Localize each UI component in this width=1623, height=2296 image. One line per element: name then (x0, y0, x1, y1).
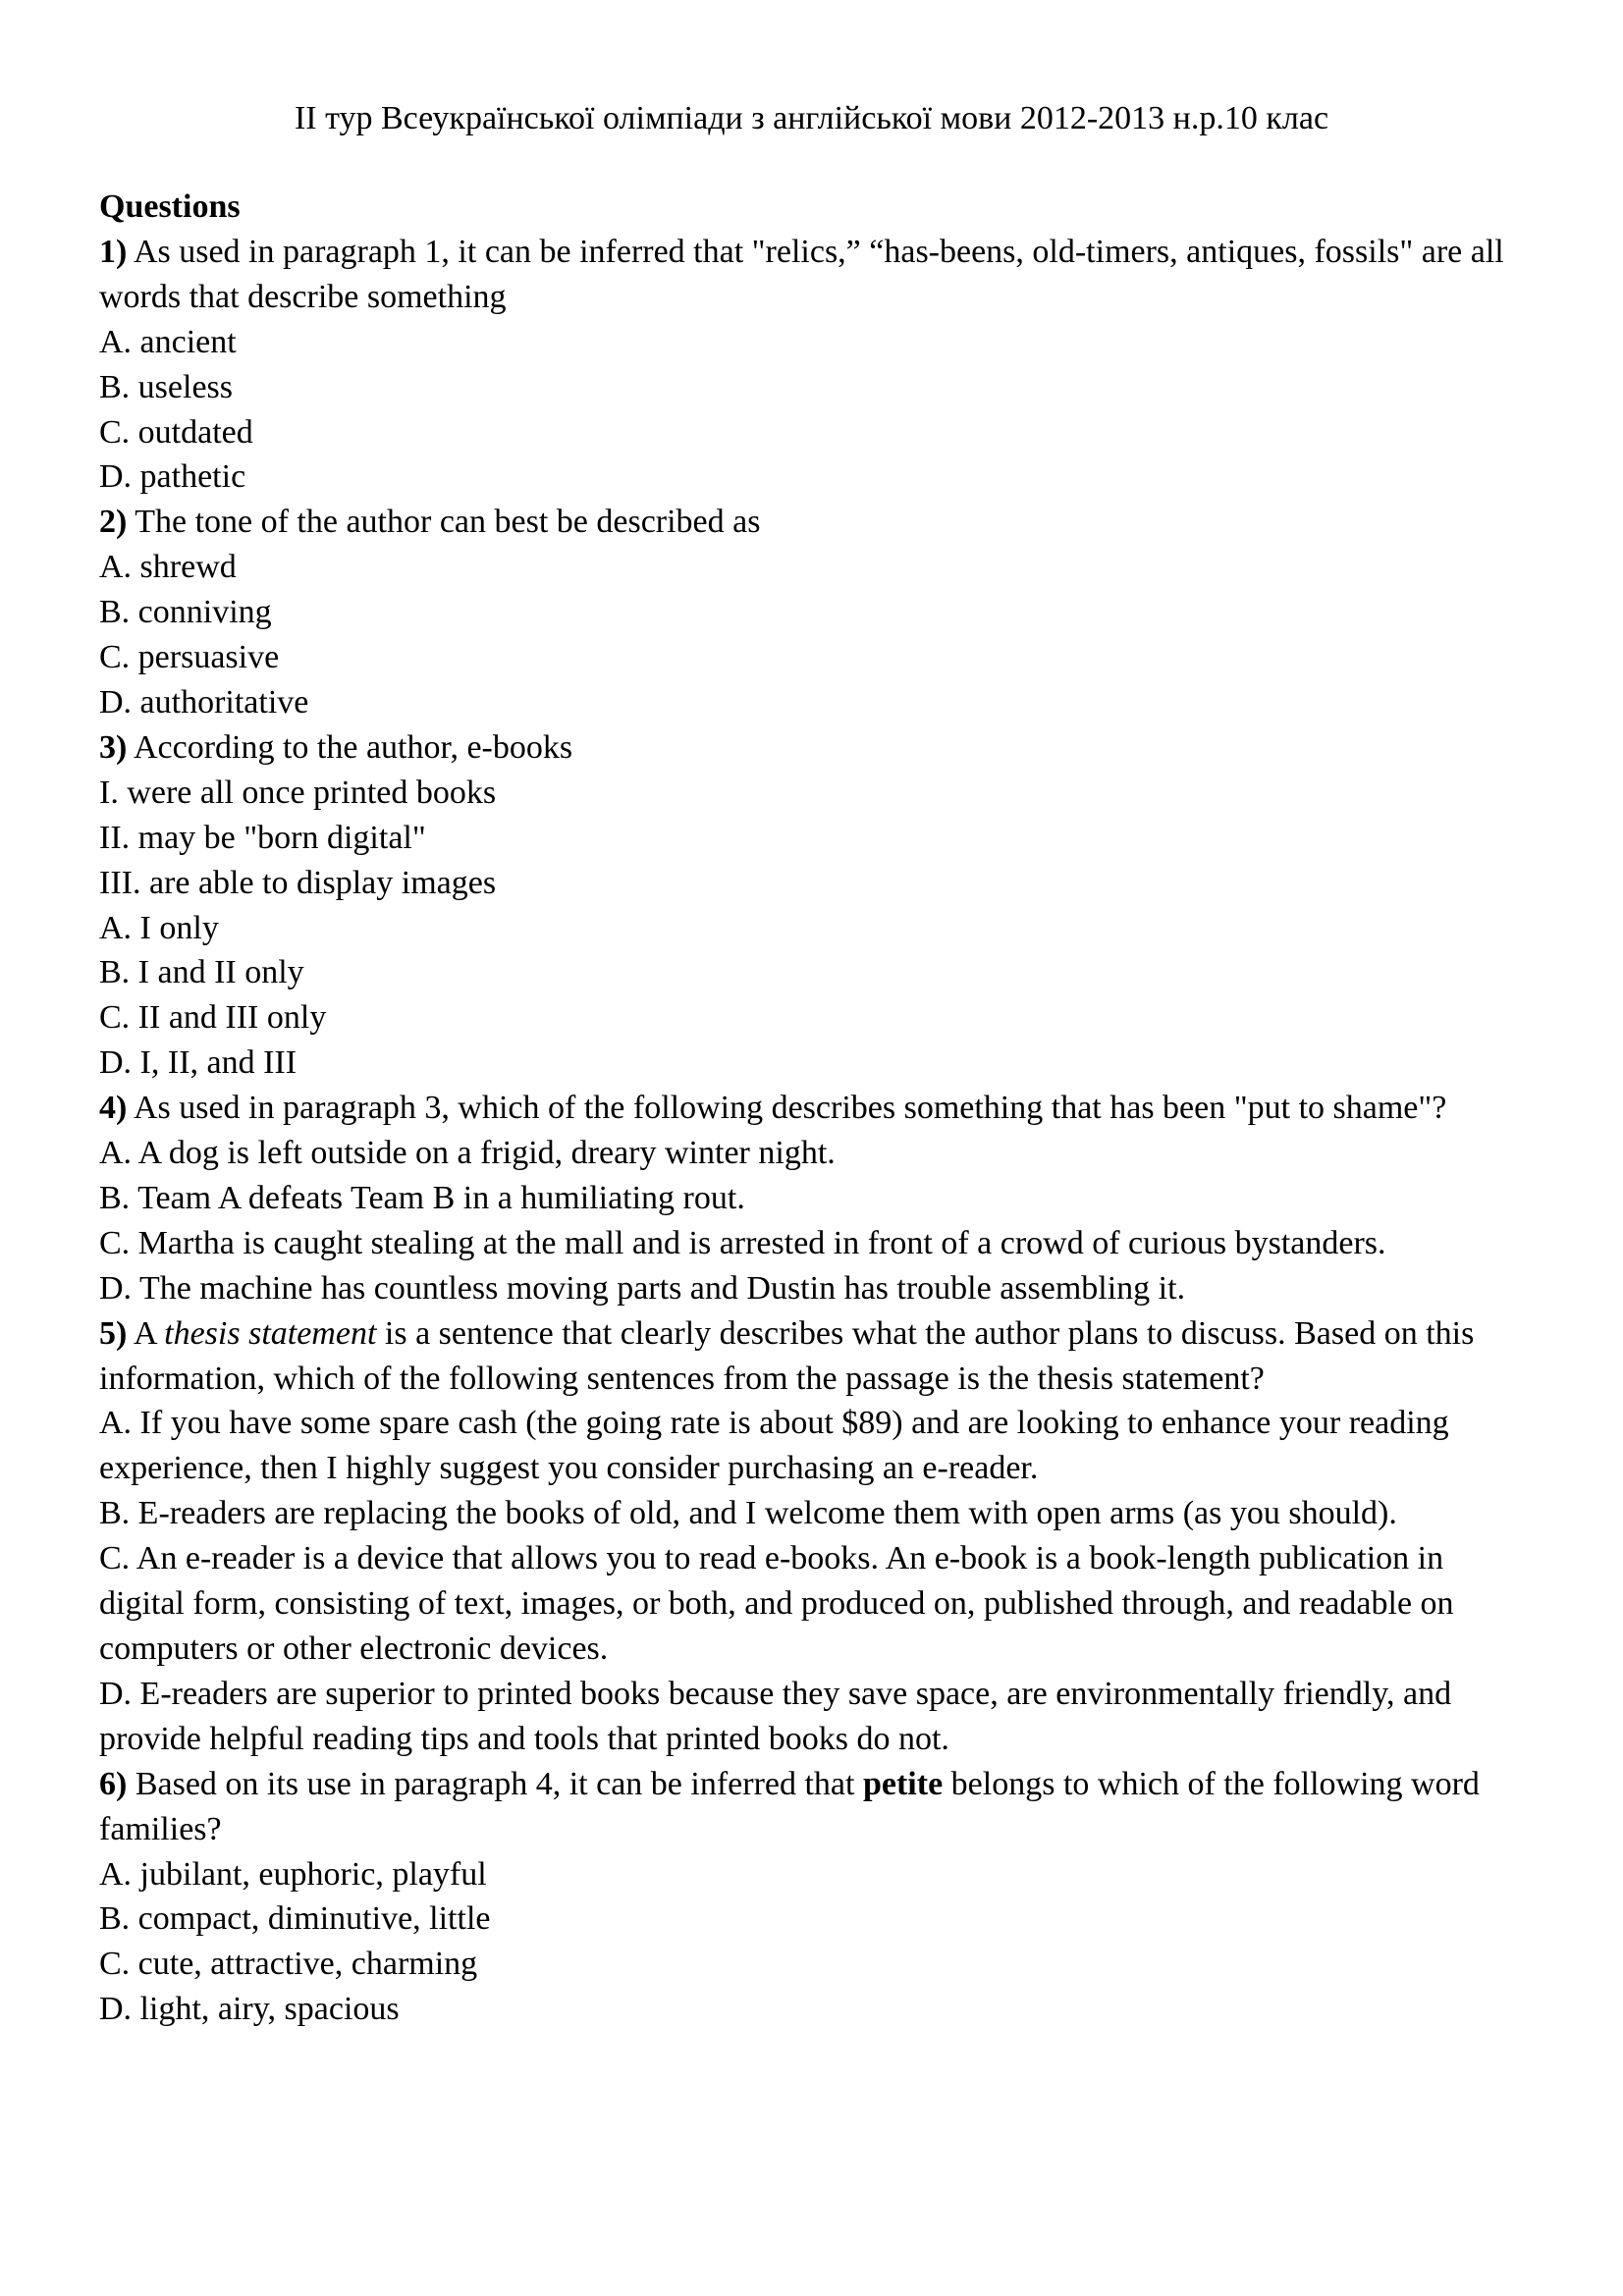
answer-option-b: B. conniving (99, 594, 272, 631)
question-text: As used in paragraph 1, it can be inferred that "relics,” “has-beens, old-timers, antiques, fossils" are all words that describe something (99, 233, 1504, 315)
question-number: 3) (99, 728, 128, 766)
question-stem (99, 1311, 1533, 1402)
question-stem (99, 1086, 1533, 1131)
question-text-after: is a sentence that clearly describes what the author plans to discuss. Based on this information, which of the following sentences from the passage is the thesis statement? (99, 1314, 1475, 1397)
answer-option-a: A. If you have some spare cash (the going rate is about $89) and are looking to enhance your reading experience, then I highly suggest you consider purchasing an e-reader. (99, 1405, 1449, 1487)
term-thesis-statement: thesis statement (164, 1314, 377, 1352)
answer-option-b: B. E-readers are replacing the books of old, and I welcome them with open arms (as you should). (99, 1495, 1397, 1532)
question-1 (99, 230, 1533, 500)
question-stem (99, 1762, 1533, 1852)
question-text-after: belongs to which of the following word families? (99, 1765, 1480, 1847)
answer-option-c: C. II and III only (99, 999, 327, 1037)
answer-option-c: C. persuasive (99, 639, 280, 676)
answer-option-c: C. cute, attractive, charming (99, 1946, 478, 1983)
section-heading: Questions (99, 188, 241, 225)
question-6 (99, 1762, 1533, 2032)
question-4 (99, 1086, 1533, 1311)
question-text-before: A (127, 1314, 165, 1352)
answer-option-d: D. The machine has countless moving parts and Dustin has trouble assembling it. (99, 1269, 1186, 1307)
answer-option-d: D. pathetic (99, 458, 246, 496)
question-number: 1) (99, 233, 128, 270)
question-stem (99, 725, 1533, 771)
question-text: As used in paragraph 3, which of the following describes something that has been "put to shame"? (127, 1090, 1447, 1127)
question-number: 4) (99, 1090, 128, 1127)
question-text: The tone of the author can best be described as (127, 504, 761, 541)
answer-option-d: D. E-readers are superior to printed books because they save space, are environmentally friendly, and provide helpful reading tips and tools that printed books do not. (99, 1675, 1452, 1757)
statement-iii: III. are able to display images (99, 864, 497, 901)
page-title: II тур Всеукраїнської олімпіади з англійської мови 2012-2013 н.р.10 клас (294, 100, 1329, 136)
answer-option-a: A. ancient (99, 323, 237, 360)
answer-option-a: A. shrewd (99, 549, 237, 586)
questions-section (99, 185, 1533, 2032)
answer-option-b: B. I and II only (99, 954, 304, 991)
question-text: According to the author, e-books (127, 728, 573, 766)
answer-option-d: D. authoritative (99, 683, 309, 721)
answer-option-b: B. useless (99, 368, 233, 405)
question-stem (99, 230, 1533, 320)
answer-option-b: B. Team A defeats Team B in a humiliating rout. (99, 1179, 745, 1216)
answer-option-a: A. jubilant, euphoric, playful (99, 1855, 487, 1893)
answer-option-c: C. Martha is caught stealing at the mall and is arrested in front of a crowd of curious bystanders. (99, 1224, 1386, 1261)
question-number: 5) (99, 1314, 128, 1352)
question-5 (99, 1311, 1533, 1762)
question-number: 2) (99, 504, 128, 541)
answer-option-c: C. An e-reader is a device that allows you to read e-books. An e-book is a book-length publication in digital form, consisting of text, images, or both, and produced on, published through, and readable on computers or other electronic devices. (99, 1540, 1454, 1667)
question-text-before: Based on its use in paragraph 4, it can be inferred that (127, 1765, 863, 1802)
answer-option-a: A. A dog is left outside on a frigid, dreary winter night. (99, 1135, 836, 1172)
statement-ii: II. may be "born digital" (99, 819, 426, 856)
question-2 (99, 500, 1533, 725)
question-number: 6) (99, 1765, 128, 1802)
answer-option-d: D. light, airy, spacious (99, 1991, 400, 2028)
question-3 (99, 725, 1533, 1086)
question-stem (99, 500, 1533, 545)
answer-option-d: D. I, II, and III (99, 1044, 298, 1082)
answer-option-a: A. I only (99, 909, 219, 946)
answer-option-b: B. compact, diminutive, little (99, 1900, 491, 1938)
term-petite: petite (862, 1765, 944, 1802)
statement-i: I. were all once printed books (99, 774, 497, 811)
answer-option-c: C. outdated (99, 413, 253, 451)
